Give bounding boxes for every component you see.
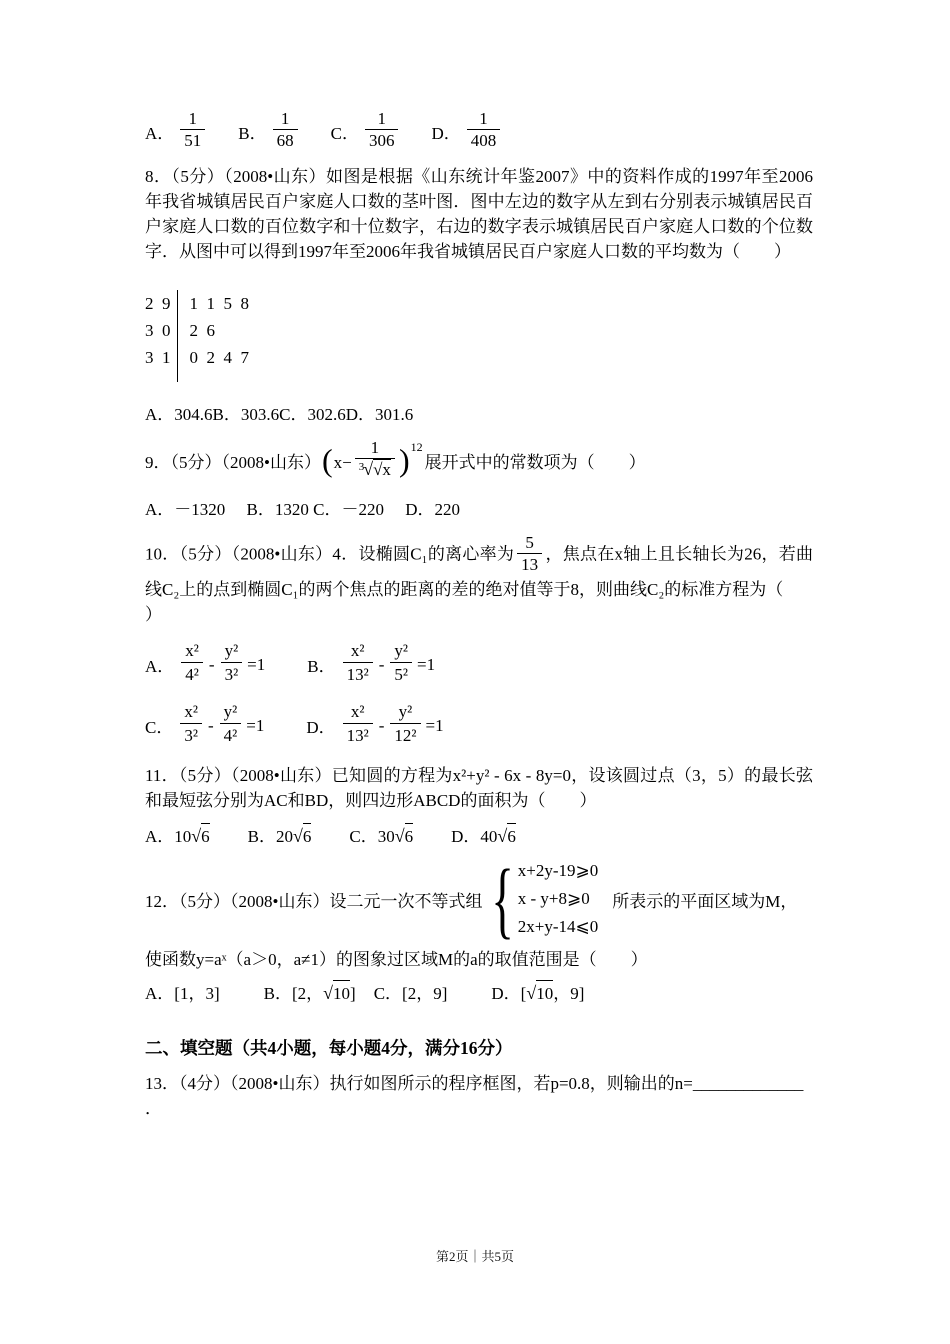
q12-option-b [264,980,356,1006]
fraction-denominator: 5² [394,665,408,684]
fraction-numerator: 1 [467,108,501,130]
q12-mid-text: 所表示的平面区域为M， [612,891,798,911]
fraction-denominator: 51 [184,130,202,150]
fraction-numerator: x² [181,639,203,663]
option-label: D． [431,123,461,143]
option-label: C． [373,983,403,1003]
option-value-end: ，9] [553,984,585,1003]
option-label: C． [349,827,378,846]
open-paren: ( [321,442,333,478]
leaf-row: 0 2 4 7 [189,348,249,367]
fraction [221,639,243,686]
root-index: 3 [358,461,365,473]
q9-tail-text: 展开式中的常数项为（ ） [424,452,646,472]
fraction-numerator: y² [390,700,420,724]
equals-one: =1 [246,715,265,735]
option-label: C． [330,123,359,143]
q13-text: 13．（4分）（2008•山东）执行如图所示的程序框图，若p=0.8，则输出的n= [145,1074,693,1093]
q12-option-d [491,980,584,1006]
radical-sign: √ [363,459,374,479]
system-brace: { [491,851,515,947]
leaf-row: 1 1 5 8 [189,294,249,313]
radicand: 6 [303,823,312,849]
fraction-numerator: x² [343,639,373,663]
fraction [390,639,412,686]
option-value: [2， [291,984,324,1003]
fraction-denominator: 13 [521,555,539,574]
q9-lead-text: 9．（5分）（2008•山东） [145,452,321,472]
radical-sign: √ [497,826,508,846]
fraction [467,108,501,151]
option-label: D． [451,827,481,846]
fraction [343,700,373,747]
fraction [220,700,242,747]
fraction [180,700,202,747]
q7-option-a [145,110,208,153]
option-label: A． [145,657,175,676]
q11-option-b [248,823,312,849]
stem-row: 3 0 [145,321,171,340]
q10-question-text [145,534,813,602]
option-label: B． [247,827,277,846]
fraction-denominator: 3² [184,726,198,745]
q10-option-b [307,641,435,688]
radicand: 6 [201,823,210,849]
option-value-end: ] [350,984,356,1003]
option-label: A． [145,827,175,846]
fraction-denominator: 12² [394,726,417,745]
radical-sign: √ [293,826,303,846]
leaf-column [190,290,250,371]
option-label: D． [491,984,521,1003]
option-label: C． [145,718,174,737]
coefficient: 40 [480,827,498,846]
minus-operator: - [378,654,385,674]
q9-fraction [355,437,395,483]
q11-option-c [349,823,413,849]
radicand: 10 [536,980,553,1006]
q11-option-d [451,823,516,849]
q10-option-a [145,641,265,688]
option-value: [2，9] [402,983,448,1003]
inequality-line: x - y+8⩾0 [517,889,590,908]
q7-option-c [331,110,402,153]
option-label: D． [306,718,336,737]
fraction-denominator: 3² [224,665,239,684]
q12-option-a [145,981,220,1006]
radical-sign: √ [323,983,334,1003]
page-footer: 第2页｜共5页 [435,1249,514,1264]
equals-one: =1 [425,715,444,735]
fraction-denominator: 4² [185,665,199,684]
option-label: B． [238,123,267,143]
q10-close-paren-line: ） [145,605,162,624]
equals-one: =1 [247,654,266,674]
option-label: A． [145,123,175,143]
q11-option-a [145,823,210,849]
q13-question-text [145,1071,813,1096]
fraction [390,700,420,747]
fraction-numerator: 1 [365,108,399,130]
fraction-numerator: x² [343,700,373,724]
q10-option-d [306,702,443,749]
fraction-numerator: 1 [180,108,205,130]
fraction-denominator: 13² [346,665,369,684]
radical-sign: √ [526,983,537,1003]
radicand: 6 [405,823,414,849]
close-paren: ) [398,442,410,478]
fraction-denominator: 306 [368,130,395,150]
fraction-denominator: 68 [276,130,294,150]
minus-operator: - [207,715,214,735]
fraction [365,108,399,151]
stem-leaf-divider-line [177,290,178,382]
fraction [343,639,373,686]
radicand: √x [373,460,391,479]
section2-heading: 二、填空题（共4小题，每小题4分，满分16分） [145,1038,513,1058]
fraction-denominator [355,459,395,483]
stem-row: 3 1 [145,348,171,367]
exponent: 12 [410,439,423,454]
q10-option-c [145,702,264,749]
q12-options-row [145,980,813,1006]
q9-variable-term: x− [333,452,352,472]
q9-options-line: A．－1320 B．1320 C．－220 D．220 [145,500,460,519]
q7-option-d [431,110,503,153]
q12-question-text [145,851,813,947]
fraction-numerator: 1 [273,108,298,130]
leaf-row: 2 6 [189,321,215,340]
fraction-numerator: 5 [517,532,542,554]
fraction-denominator: 408 [470,130,497,150]
fraction-numerator: y² [221,639,243,663]
fraction [180,108,205,151]
q9-question-text [145,439,813,485]
minus-operator: - [378,715,385,735]
radical-sign: √ [191,826,202,846]
coefficient: 10 [174,827,192,846]
q12-lead-text: 12．（5分）（2008•山东）设二元一次不等式组 [145,891,483,911]
q7-options-row [145,108,813,154]
q7-option-b [238,110,300,153]
q10-tail-text: ，焦点在x轴上且长轴长为26，若曲线C₂上的点到椭圆C₁的两个焦点的距离的差的绝对值等于8，则曲线C₂的标准方程为（ [145,544,814,599]
q11-options-row [145,823,813,849]
fraction-numerator: y² [220,700,242,724]
q10-options-row-ab [145,641,813,688]
q10-lead-text: 10．（5分）（2008•山东）4．设椭圆C₁的离心率为 [145,544,515,564]
q12-continued-text: 使函数y=aˣ（a＞0，a≠1）的图象过区域M的a的取值范围是（ ） [145,950,648,969]
inequality-line: x+2y-19⩾0 [517,861,599,880]
q11-question-text: 11．（5分）（2008•山东）已知圆的方程为x²+y² - 6x - 8y=0，设该圆过点（3，5）的最长弦和最短弦分别为AC和BD，则四边形ABCD的面积为（ ） [145,766,813,810]
q13-trailing-period: ． [145,1099,162,1118]
fraction-numerator: y² [390,639,412,663]
option-label: B． [307,657,336,676]
equals-one: =1 [417,654,436,674]
option-label: A． [145,983,175,1003]
coefficient: 20 [276,827,294,846]
option-label: B． [263,984,292,1003]
fraction [181,639,203,686]
stem-row: 2 9 [145,294,171,313]
inequality-line: 2x+y-14⩽0 [517,917,599,936]
answer-blank: _____________ [692,1074,804,1093]
fraction-denominator: 4² [223,726,238,745]
q8-options-line: A．304.6B．303.6C．302.6D．301.6 [145,405,414,424]
page-content [145,108,813,1121]
option-value: [ [520,984,527,1003]
minus-operator: - [208,654,215,674]
q12-option-c [374,981,448,1006]
radical-sign: √ [394,826,405,846]
fraction [273,108,298,151]
fraction-numerator: 1 [355,437,395,459]
radicand: 10 [333,980,350,1006]
eccentricity-fraction [517,532,542,575]
q8-question-text: 8．（5分）（2008•山东）如图是根据《山东统计年鉴2007》中的资料作成的1997年至2006年我省城镇居民百户家庭人口数的茎叶图．图中左边的数字从左到右分别表示城镇居民百户家庭人口数的百位数字和十位数字，右边的数字表示城镇居民百户家庭人口数的个位数字．从图中可以得到1997年至2006年我省城镇居民百户家庭人口数的平均数为（ ） [145,167,813,261]
fraction-numerator: x² [180,700,202,724]
fraction-denominator: 13² [346,726,369,745]
coefficient: 30 [377,827,395,846]
option-value: [1，3] [174,983,220,1003]
q8-stem-leaf-plot [145,290,813,382]
q10-options-row-cd [145,702,813,749]
stem-column [145,290,171,371]
inequality-system [518,857,599,941]
radicand: 6 [507,823,516,849]
